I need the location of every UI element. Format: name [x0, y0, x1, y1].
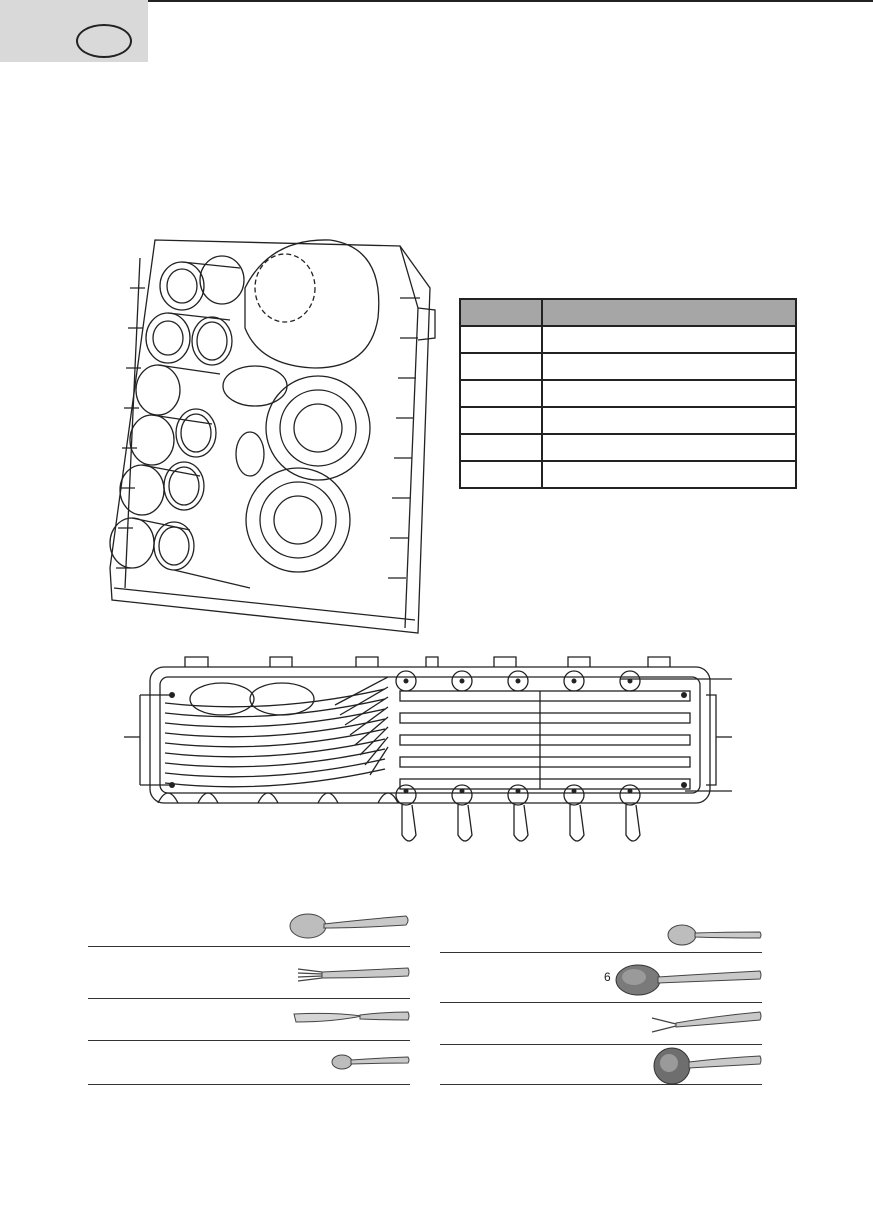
legend-row — [460, 434, 796, 461]
legend-cell — [542, 380, 796, 407]
legend-cell — [460, 326, 542, 353]
row-divider — [440, 1084, 762, 1085]
legend-cell — [460, 353, 542, 380]
ladle-icon — [652, 1046, 762, 1086]
legend-cell — [542, 407, 796, 434]
legend-table — [459, 298, 797, 489]
cutlery-list-right — [440, 900, 762, 1090]
row-divider — [88, 998, 410, 999]
legend-row — [460, 380, 796, 407]
legend-row — [460, 353, 796, 380]
serving-spoon-icon — [614, 962, 762, 998]
legend-row — [460, 326, 796, 353]
legend-header-row — [460, 299, 796, 326]
knife-icon — [292, 1008, 410, 1028]
tablespoon-icon — [288, 906, 410, 942]
row-divider — [88, 1040, 410, 1041]
fork-icon — [296, 964, 410, 986]
row-divider — [440, 952, 762, 953]
legend-row — [460, 407, 796, 434]
serving-fork-icon — [650, 1006, 762, 1036]
legend-cell — [542, 434, 796, 461]
row-divider — [440, 1044, 762, 1045]
legend-cell — [542, 353, 796, 380]
teaspoon-icon — [666, 922, 762, 948]
row-divider — [88, 946, 410, 947]
cutlery-tray-illustration — [120, 655, 740, 850]
legend-row — [460, 461, 796, 488]
legend-header-cell — [460, 299, 542, 326]
legend-cell — [460, 407, 542, 434]
language-badge — [76, 24, 132, 58]
coffee-spoon-icon — [330, 1050, 410, 1072]
stray-mark: 6 — [604, 970, 611, 984]
row-divider — [440, 1002, 762, 1003]
upper-basket-illustration — [100, 228, 440, 638]
legend-cell — [542, 326, 796, 353]
legend-cell — [460, 380, 542, 407]
legend-cell — [460, 434, 542, 461]
cutlery-list-left — [88, 900, 410, 1090]
legend-cell — [460, 461, 542, 488]
legend-cell — [542, 461, 796, 488]
row-divider — [88, 1084, 410, 1085]
top-rule — [148, 0, 873, 2]
legend-header-cell — [542, 299, 796, 326]
